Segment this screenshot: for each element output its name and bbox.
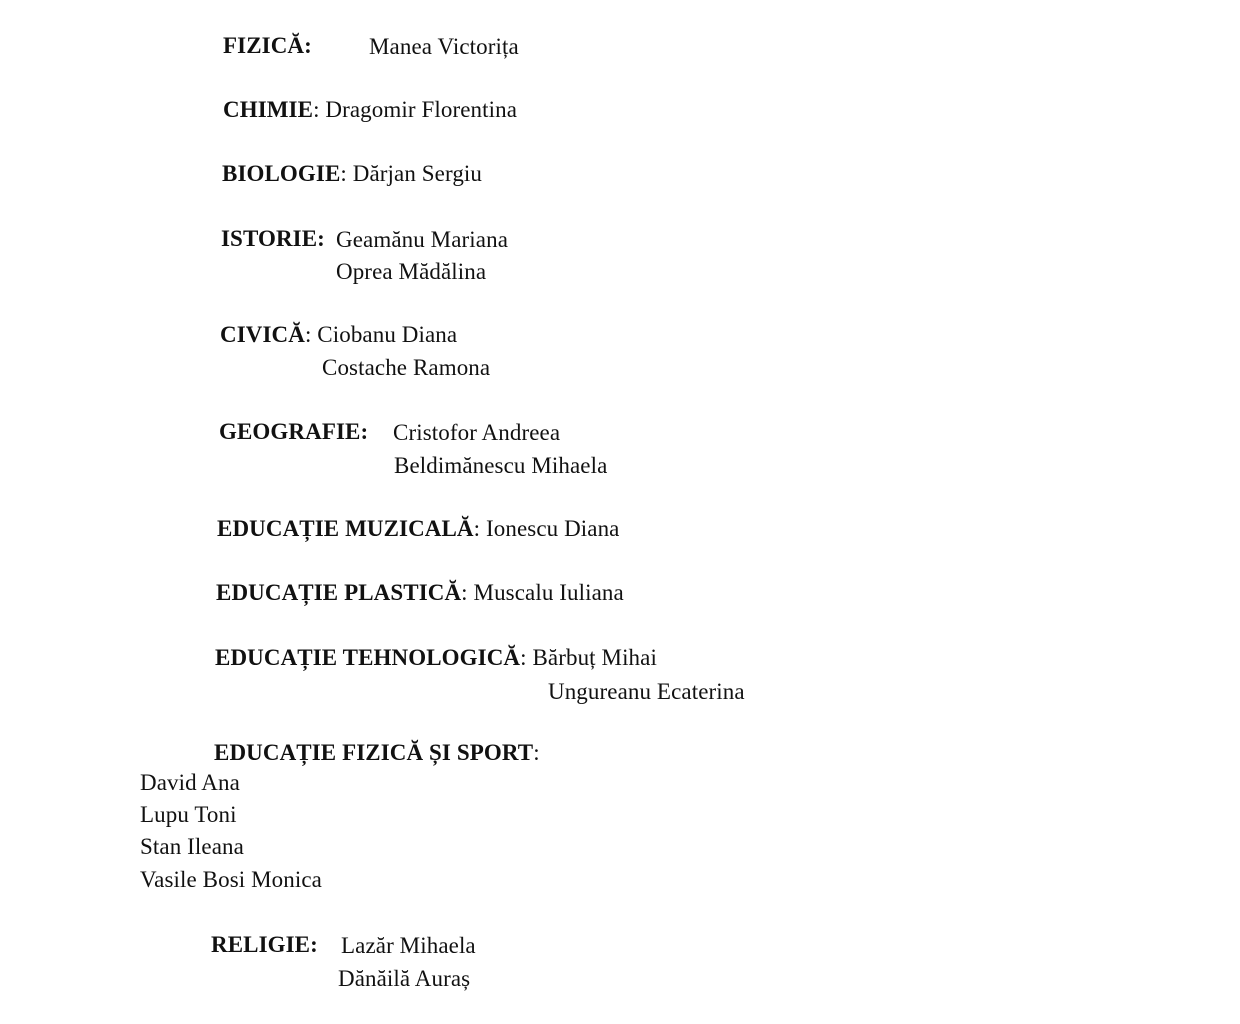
subject-geografie-row xyxy=(219,419,368,445)
teacher-name: Ionescu Diana xyxy=(486,516,620,541)
subject-religie-row xyxy=(211,932,318,958)
teacher-name: Stan Ileana xyxy=(140,834,244,859)
subject-chimie-row: CHIMIE: Dragomir Florentina xyxy=(223,97,518,122)
subject-label: EDUCAȚIE PLASTICĂ xyxy=(216,580,462,605)
teacher-name: Ungureanu Ecaterina xyxy=(548,679,745,704)
subject-educatie-plastica-row: EDUCAȚIE PLASTICĂ: Muscalu Iuliana xyxy=(216,580,624,605)
subject-label: CIVICĂ xyxy=(220,322,305,347)
teacher-name: Muscalu Iuliana xyxy=(473,580,624,605)
subject-educatie-fizica-sport-row: EDUCAȚIE FIZICĂ ȘI SPORT: xyxy=(214,740,540,765)
subject-label: EDUCAȚIE TEHNOLOGICĂ xyxy=(215,645,521,670)
subject-label: EDUCAȚIE MUZICALĂ xyxy=(217,516,474,541)
subject-label: BIOLOGIE xyxy=(222,161,341,186)
teacher-name: David Ana xyxy=(140,770,240,795)
teacher-name: Geamănu Mariana xyxy=(336,227,509,252)
subject-istorie-row xyxy=(221,226,325,252)
teacher-name: Lazăr Mihaela xyxy=(341,933,476,958)
teacher-name: Manea Victorița xyxy=(369,34,519,59)
subject-biologie-row: BIOLOGIE: Dărjan Sergiu xyxy=(222,161,483,186)
teacher-name: Costache Ramona xyxy=(322,355,491,380)
teacher-name: Lupu Toni xyxy=(140,802,237,827)
subject-label: EDUCAȚIE FIZICĂ ȘI SPORT xyxy=(214,740,534,765)
teacher-name: Bărbuț Mihai xyxy=(532,645,657,670)
subject-label: CHIMIE xyxy=(223,97,314,122)
subject-fizica-row xyxy=(223,33,312,59)
subject-label: FIZICĂ: xyxy=(223,33,312,58)
teacher-name: Cristofor Andreea xyxy=(393,420,561,445)
subject-label: GEOGRAFIE: xyxy=(219,419,369,444)
teacher-name: Dragomir Florentina xyxy=(325,97,518,122)
subject-label: ISTORIE: xyxy=(221,226,325,251)
teacher-name: Oprea Mădălina xyxy=(336,259,487,284)
subject-educatie-muzicala-row: EDUCAȚIE MUZICALĂ: Ionescu Diana xyxy=(217,516,620,541)
teacher-name: Vasile Bosi Monica xyxy=(140,867,322,892)
teacher-name: Dărjan Sergiu xyxy=(352,161,483,186)
subject-label: RELIGIE: xyxy=(211,932,318,957)
subject-civica-row: CIVICĂ: Ciobanu Diana xyxy=(220,322,458,347)
teacher-name: Dănăilă Auraș xyxy=(338,966,471,991)
teacher-name: Ciobanu Diana xyxy=(317,322,458,347)
teacher-name: Beldimănescu Mihaela xyxy=(394,453,608,478)
subject-educatie-tehnologica-row: EDUCAȚIE TEHNOLOGICĂ: Bărbuț Mihai xyxy=(215,645,657,670)
